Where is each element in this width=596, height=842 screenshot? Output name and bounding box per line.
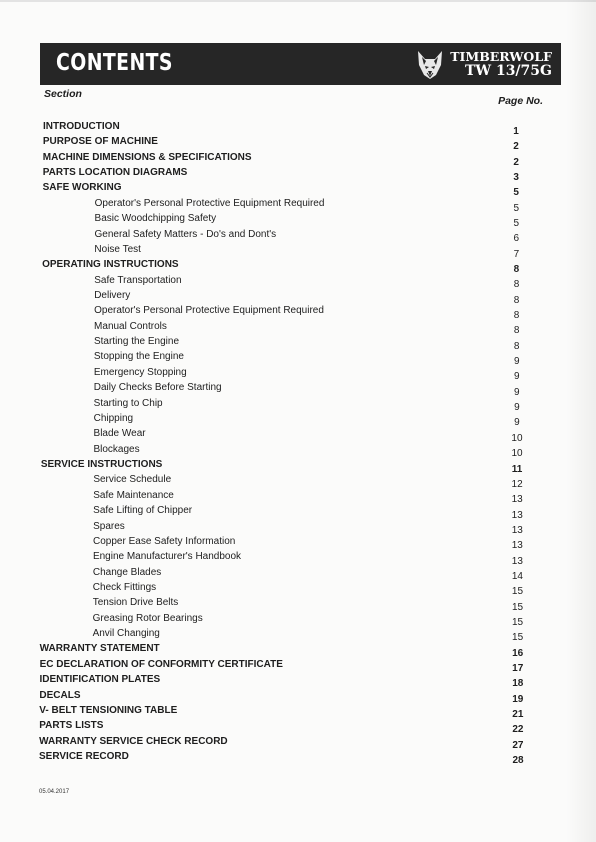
toc-page-number: 8 [513,340,520,352]
toc-subsection-label: Check Fittings [92,581,157,593]
toc-page-number: 9 [513,371,520,383]
toc-section-label: SAFE WORKING [42,182,122,194]
page-title: CONTENTS [56,50,173,76]
toc-subsection-label: Blade Wear [93,428,146,440]
toc-page-number: 13 [511,524,523,536]
toc-subsection-label: Delivery [94,290,131,302]
toc-page-number: 8 [513,279,520,291]
toc-section-label: PARTS LISTS [39,720,104,732]
contents-banner [40,43,561,85]
toc-section-label: EC DECLARATION OF CONFORMITY CERTIFICATE [39,658,283,670]
brand-model: TW 13/75G [464,63,552,79]
toc-page-number: 6 [513,233,520,245]
toc-section-label: V- BELT TENSIONING TABLE [39,704,178,716]
toc-page-number: 18 [512,678,524,690]
toc-page-number: 9 [514,402,520,414]
toc-subsection-label: Daily Checks Before Starting [93,382,222,394]
toc-section-label: INTRODUCTION [43,121,120,132]
toc-page-number: 9 [514,386,520,398]
toc-page-number: 1 [513,126,519,137]
brand-name: TIMBERWOLF [450,49,552,64]
section-column-header: Section [44,88,82,100]
toc-subsection-label: Safe Maintenance [93,489,174,501]
toc-subsection-label: Operator's Personal Protective Equipment Required [94,197,325,209]
wolf-head-icon [414,49,446,81]
toc-subsection-label: Change Blades [92,566,162,578]
toc-subsection-label: Spares [93,520,125,532]
toc-page-number: 5 [513,202,520,214]
toc-subsection-label: Manual Controls [94,320,167,332]
toc-page-number: 27 [512,739,524,751]
toc-page-number: 17 [512,662,524,674]
toc-page-number: 13 [511,509,523,521]
toc-subsection-label: Safe Transportation [94,274,182,286]
toc-page-number: 21 [512,708,524,720]
toc-subsection-label: Basic Woodchipping Safety [94,213,217,225]
toc-page-number: 22 [512,724,524,736]
toc-subsection-label: Tension Drive Belts [92,597,179,609]
toc-subsection-label: Service Schedule [93,474,172,486]
toc-page-number: 9 [513,356,520,368]
brand-block [450,49,552,79]
toc-page-number: 13 [511,540,523,552]
toc-page-number: 2 [513,156,519,168]
footer-date: 05.04.2017 [39,789,70,795]
toc-page-number: 11 [511,463,523,475]
toc-subsection-label: General Safety Matters - Do's and Dont's [94,228,277,240]
toc-section-label: PARTS LOCATION DIAGRAMS [42,167,188,179]
toc-page-number: 28 [512,755,524,766]
toc-page-number: 15 [511,616,524,628]
toc-page-number: 15 [511,601,524,613]
toc-page-number: 15 [511,586,524,598]
page-column-header: Page No. [498,95,543,107]
toc-section-label: WARRANTY STATEMENT [39,643,160,655]
toc-page-number: 12 [511,478,523,490]
page-top-edge [0,0,596,2]
toc-subsection-label: Safe Lifting of Chipper [93,505,193,517]
toc-page-number: 5 [513,218,520,230]
toc-page-number: 15 [512,632,524,644]
toc-subsection-label: Blockages [93,443,140,455]
toc-section-label: IDENTIFICATION PLATES [39,674,161,686]
toc-page-number: 2 [513,141,519,153]
toc-page-number: 8 [513,325,520,337]
toc-subsection-label: Starting to Chip [93,397,163,409]
toc-page-number: 8 [513,310,520,322]
toc-page-number: 16 [512,647,524,659]
toc-section-label: SERVICE RECORD [39,751,129,762]
toc-page-number: 13 [511,494,523,506]
toc-section-label: DECALS [39,689,81,701]
toc-page-number: 7 [513,248,520,260]
toc-page-number: 8 [513,294,520,306]
toc-section-label: MACHINE DIMENSIONS & SPECIFICATIONS [42,151,252,163]
toc-subsection-label: Starting the Engine [93,336,180,348]
toc-subsection-label: Operator's Personal Protective Equipment Required [94,305,324,317]
toc-section-label: OPERATING INSTRUCTIONS [42,259,179,271]
toc-subsection-label: Chipping [93,412,134,424]
toc-page-number: 9 [514,417,520,429]
toc-subsection-label: Engine Manufacturer's Handbook [92,551,242,563]
toc-page-number: 5 [513,187,519,199]
toc-section-label: SERVICE INSTRUCTIONS [40,459,163,471]
toc-subsection-label: Noise Test [94,243,141,255]
toc-section-label: PURPOSE OF MACHINE [42,136,158,148]
toc-subsection-label: Copper Ease Safety Information [93,535,236,547]
toc-page-number: 3 [513,172,519,184]
toc-page-number: 8 [513,264,520,276]
toc-subsection-label: Greasing Rotor Bearings [92,612,203,624]
toc-page-number: 10 [511,432,523,444]
toc-subsection-label: Emergency Stopping [93,366,187,378]
toc-page-number: 10 [511,448,523,460]
toc-subsection-label: Stopping the Engine [93,351,184,363]
toc-page-number: 14 [511,570,523,582]
toc-subsection-label: Anvil Changing [92,628,160,640]
toc-page-number: 19 [512,693,524,705]
toc-section-label: WARRANTY SERVICE CHECK RECORD [39,735,228,747]
page-edge-shadow [566,0,596,842]
toc-page-number: 13 [511,555,523,567]
